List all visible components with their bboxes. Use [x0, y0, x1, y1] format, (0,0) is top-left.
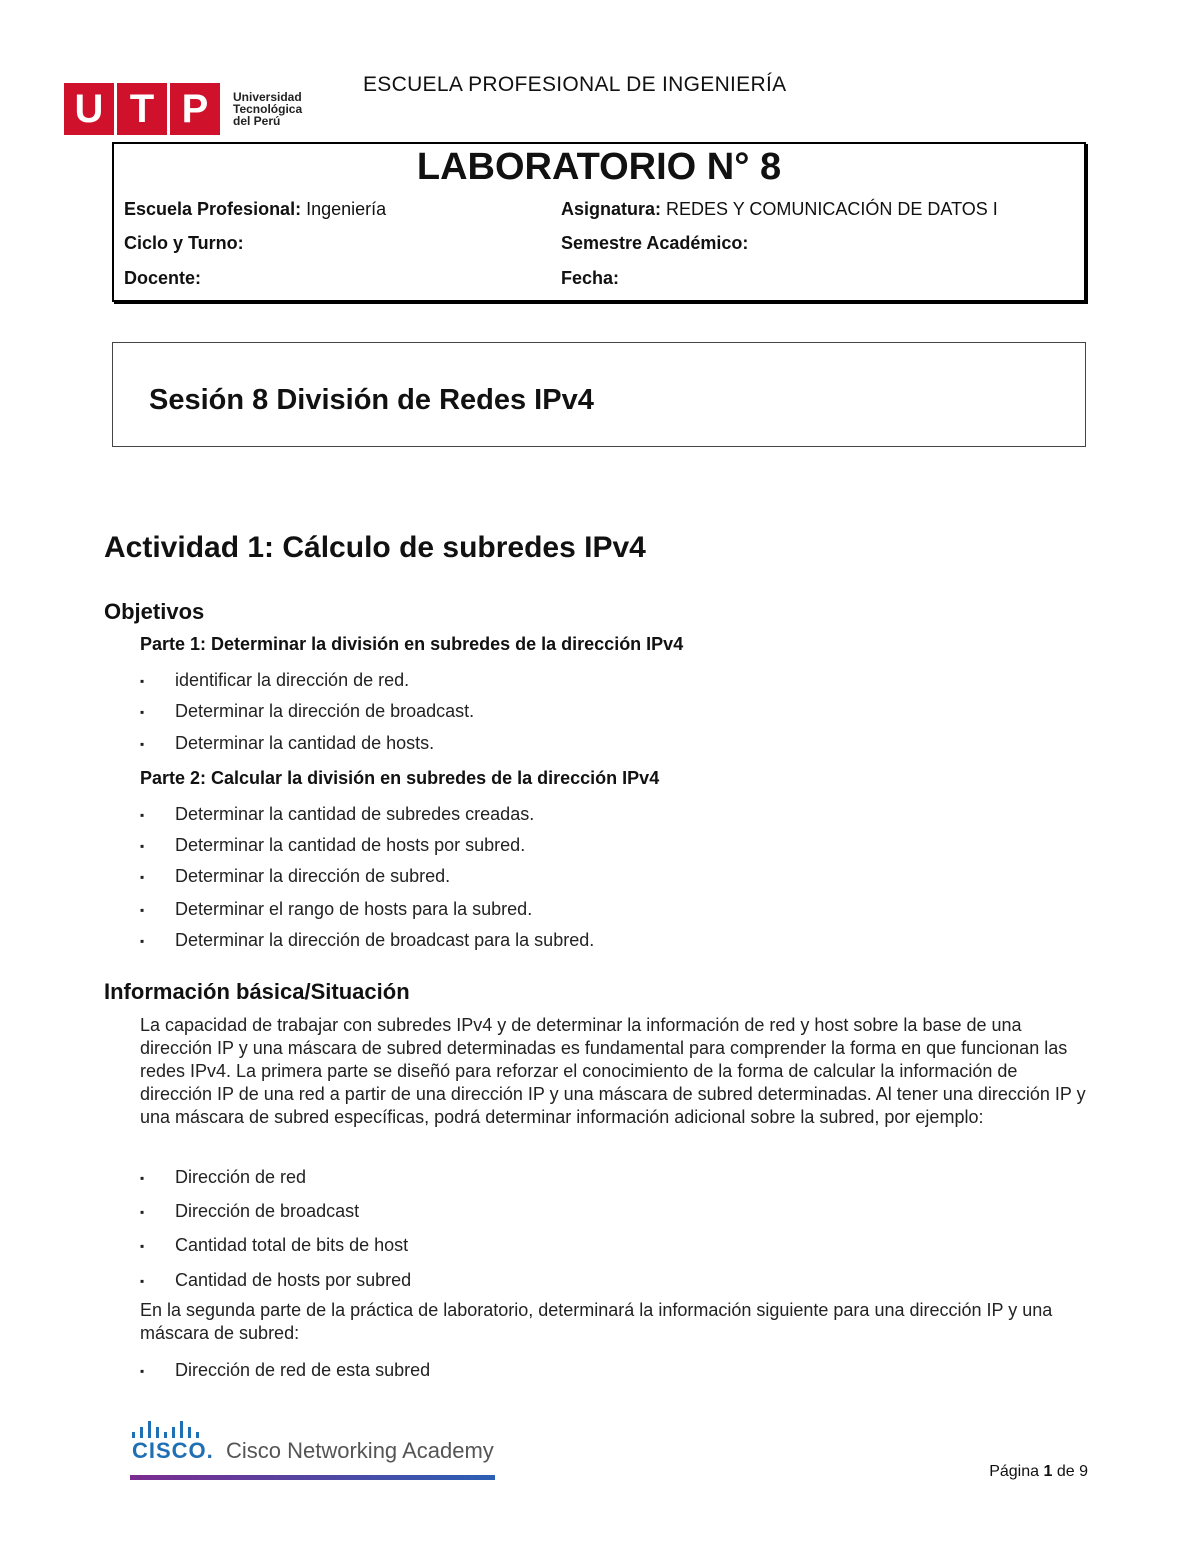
- ciclo-label: Ciclo y Turno:: [124, 233, 244, 253]
- logo-line-1: Universidad: [233, 90, 302, 104]
- list-item: ▪ Determinar el rango de hosts para la subred.: [140, 899, 533, 919]
- cisco-underline: [130, 1475, 495, 1480]
- list-item-text: Determinar la dirección de broadcast.: [175, 701, 475, 721]
- session-title: Sesión 8 División de Redes IPv4: [149, 384, 594, 416]
- logo-line-2: Tecnológica: [233, 102, 303, 116]
- school-title: ESCUELA PROFESIONAL DE INGENIERÍA: [363, 73, 787, 96]
- list-item: ▪ Determinar la cantidad de hosts.: [140, 733, 435, 753]
- list-item: ▪ identificar la dirección de red.: [140, 670, 410, 690]
- list-item-text: Determinar la cantidad de subredes creadas.: [175, 804, 535, 824]
- fecha-label: Fecha:: [561, 268, 620, 288]
- list-item: ▪ Dirección de red: [140, 1167, 307, 1187]
- ciclo-field: [124, 233, 244, 254]
- lab-title: LABORATORIO N° 8: [416, 146, 782, 188]
- fecha-field: [561, 268, 619, 289]
- list-item: ▪ Determinar la cantidad de hosts por subred.: [140, 835, 526, 855]
- logo-letter-t: T: [117, 83, 167, 135]
- info-paragraph: La capacidad de trabajar con subredes IPv4 y de determinar la información de red y host sobre la base de una dirección IP y una máscara de subred determinadas es fundamental para comprender la forma en que funcionan las redes IPv4. La primera parte se diseñó para reforzar el conocimiento de la forma de calcular la información de dirección IP de una red a partir de una dirección IP y una máscara de subred determinadas. Al tener una dirección IP y una máscara de subred específicas, podrá determinar información adicional sobre la subred, por ejemplo:: [140, 1015, 1086, 1127]
- asignatura-value: REDES Y COMUNICACIÓN DE DATOS I: [666, 199, 998, 219]
- list-item-text: Determinar el rango de hosts para la subred.: [175, 899, 533, 919]
- escuela-value: Ingeniería: [306, 199, 387, 219]
- part1-heading: Parte 1: Determinar la división en subredes de la dirección IPv4: [140, 634, 684, 654]
- list-item: ▪ Determinar la dirección de broadcast para la subred.: [140, 930, 595, 950]
- asignatura-field: [561, 199, 998, 220]
- logo-text: [233, 91, 302, 127]
- part2-heading: Parte 2: Calcular la división en subredes de la dirección IPv4: [140, 768, 660, 788]
- page-number: [989, 1463, 1088, 1481]
- second-paragraph: En la segunda parte de la práctica de laboratorio, determinará la información siguiente para una dirección IP y una máscara de subred:: [140, 1300, 1053, 1343]
- escuela-field: [124, 199, 386, 220]
- objetivos-heading: Objetivos: [104, 599, 205, 624]
- logo-line-3: del Perú: [233, 114, 281, 128]
- session-box: [112, 342, 1086, 447]
- cisco-wordmark: CISCO.: [132, 1438, 214, 1463]
- list-item: ▪ Determinar la cantidad de subredes creadas.: [140, 804, 535, 824]
- list-item: ▪ Dirección de red de esta subred: [140, 1360, 431, 1380]
- list-item-text: Dirección de broadcast: [175, 1201, 360, 1221]
- page-mid: de: [1056, 1463, 1075, 1480]
- list-item-text: Cantidad de hosts por subred: [175, 1270, 412, 1290]
- list-item: ▪ Cantidad total de bits de host: [140, 1235, 409, 1255]
- semestre-label: Semestre Académico:: [561, 233, 749, 253]
- list-item-text: Determinar la dirección de subred.: [175, 866, 451, 886]
- asignatura-label: Asignatura:: [561, 199, 662, 219]
- cisco-logo: [130, 1420, 495, 1463]
- list-item-text: Determinar la cantidad de hosts por subred.: [175, 835, 526, 855]
- semestre-field: [561, 233, 748, 254]
- cisco-academy-text: Cisco Networking Academy: [226, 1438, 494, 1463]
- list-item-text: identificar la dirección de red.: [175, 670, 410, 690]
- utp-logo: [64, 83, 302, 135]
- list-item-text: Determinar la cantidad de hosts.: [175, 733, 435, 753]
- docente-field: [124, 268, 201, 289]
- list-item-text: Determinar la dirección de broadcast para la subred.: [175, 930, 595, 950]
- page-total: 9: [1079, 1463, 1088, 1480]
- list-item-text: Cantidad total de bits de host: [175, 1235, 409, 1255]
- logo-letter-u: U: [64, 83, 114, 135]
- list-item: ▪ Determinar la dirección de subred.: [140, 866, 451, 886]
- escuela-label: Escuela Profesional:: [124, 199, 302, 219]
- page-current: 1: [1043, 1463, 1053, 1480]
- lab-info-box: [112, 142, 1086, 302]
- info-heading: Información básica/Situación: [104, 979, 410, 1004]
- activity-title: Actividad 1: Cálculo de subredes IPv4: [104, 531, 646, 564]
- list-item-text: Dirección de red de esta subred: [175, 1360, 431, 1380]
- list-item: ▪ Dirección de broadcast: [140, 1201, 360, 1221]
- cisco-bars-icon: [132, 1420, 495, 1438]
- logo-letter-p: P: [170, 83, 220, 135]
- list-item: ▪ Determinar la dirección de broadcast.: [140, 701, 475, 721]
- page-prefix: Página: [989, 1463, 1040, 1480]
- list-item: ▪ Cantidad de hosts por subred: [140, 1270, 412, 1290]
- list-item-text: Dirección de red: [175, 1167, 307, 1187]
- docente-label: Docente:: [124, 268, 202, 288]
